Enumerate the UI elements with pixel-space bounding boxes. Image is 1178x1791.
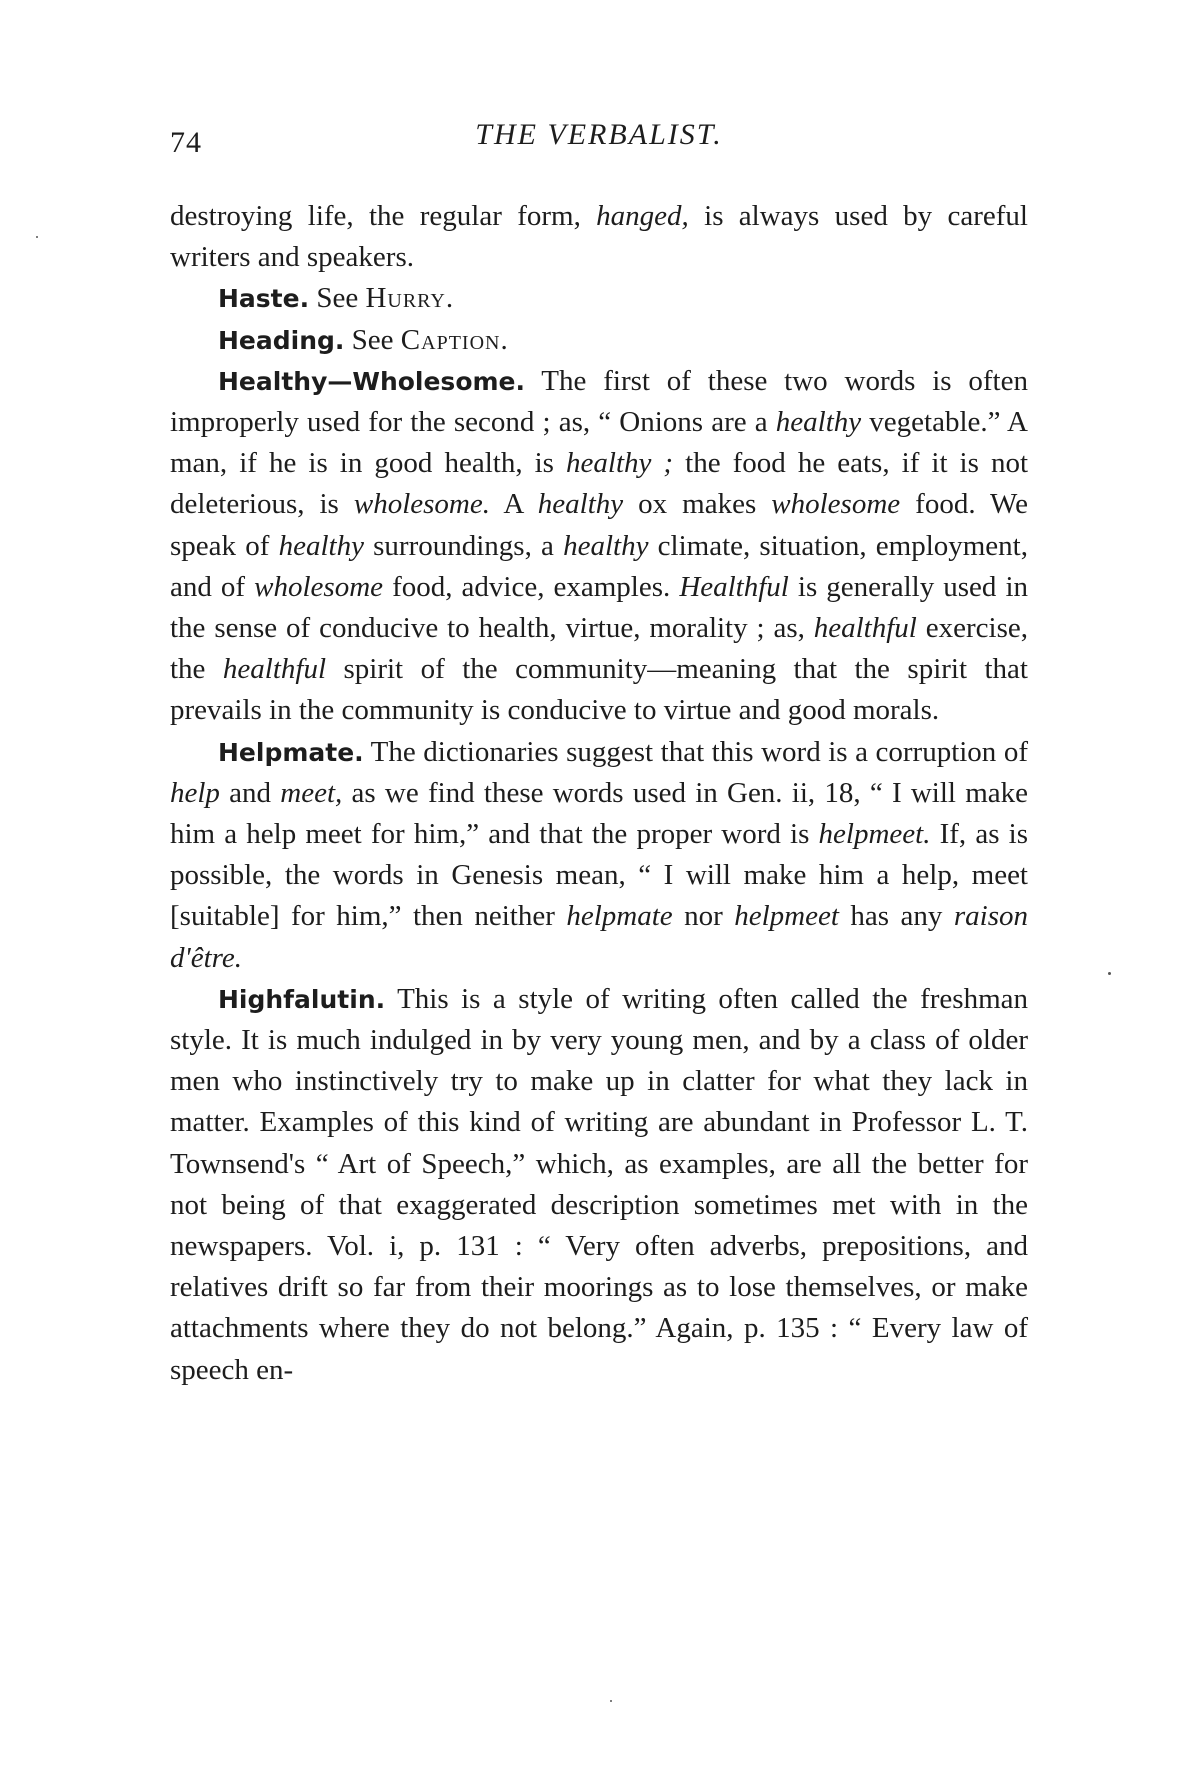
italic-term: hanged,: [596, 200, 689, 232]
continuation-paragraph: destroying life, the regular form, hanged, is always used by careful writers and speakers.: [170, 200, 1028, 274]
entry-heading: Heading. See Caption.: [218, 323, 508, 356]
headword-helpmate: Helpmate.: [218, 737, 364, 767]
italic-term: helpmeet: [734, 900, 839, 933]
italic-term: wholesome.: [353, 488, 490, 521]
italic-term: helpmate: [566, 900, 673, 933]
italic-term: healthy: [563, 529, 649, 562]
entry-healthy-wholesome: Healthy—Wholesome. The first of these two words is often improperly used for the second ; as, “ Onions are a healthy vegetable.” A man, if he is in good health, is healthy ; the food he eats, if it is not deleterious, is wholesome. A healthy ox makes wholesome food. We speak of healthy surroundings, a healthy climate, situation, employment, and of wholesome food, advice, examples. Healthful is generally used in the sense of conducive to health, virtue, morality ; as, healthful exercise, the healthful spirit of the community—meaning that the spirit that prevails in the community is conducive to virtue and good morals.: [170, 364, 1029, 727]
italic-term: helpmeet.: [818, 818, 931, 851]
headword-haste: Haste.: [218, 284, 310, 314]
page-number: 74: [170, 126, 202, 159]
paper-speck: [610, 1700, 612, 1702]
italic-term: healthful: [222, 653, 327, 686]
entry-haste: Haste. See Hurry.: [218, 282, 454, 315]
italic-term: healthy: [278, 529, 364, 562]
cross-reference: Hurry: [365, 282, 446, 315]
italic-term: Healthful: [679, 570, 789, 603]
paper-speck: [1108, 972, 1111, 975]
paper-speck: [36, 236, 38, 238]
headword-highfalutin: Highfalutin.: [218, 984, 386, 1014]
cross-reference: Caption: [400, 323, 501, 356]
italic-term: raison d'être.: [170, 900, 1028, 974]
italic-term: healthful: [813, 612, 917, 645]
italic-term: wholesome: [254, 570, 384, 603]
headword-heading: Heading.: [218, 325, 345, 355]
italic-term: meet,: [280, 776, 343, 809]
italic-term: wholesome: [771, 488, 901, 521]
running-title: THE VERBALIST.: [475, 118, 723, 151]
entry-highfalutin: Highfalutin. This is a style of writing often called the freshman style. It is much indulged in by very young men, and by a class of older men who instinctively try to make up in clatter for what they lack in matter. Examples of this kind of writing are abundant in Professor L. T. Townsend's “ Art of Speech,” which, as examples, are all the better for not being of that exaggerated description sometimes met with in the newspapers. Vol. i, p. 131 : “ Very often adverbs, prepositions, and relatives drift so far from their moorings as to lose themselves, or make attachments where they do not belong.” Again, p. 135 : “ Every law of speech en-: [170, 982, 1028, 1386]
italic-term: help: [170, 776, 220, 809]
italic-term: healthy ;: [566, 447, 674, 480]
italic-term: healthy: [775, 406, 862, 439]
italic-term: healthy: [537, 488, 624, 521]
page-header: [170, 118, 1028, 162]
entry-helpmate: Helpmate. The dictionaries suggest that this word is a corruption of help and meet, as we find these words used in Gen. ii, 18, “ I will make him a help meet for him,” and that the proper word is helpmeet. If, as is possible, the words in Genesis mean, “ I will make him a help, meet [suitable] for him,” then neither helpmate nor helpmeet has any raison d'être.: [170, 735, 1029, 974]
headword-healthy-wholesome: Healthy—Wholesome.: [218, 366, 525, 396]
page-body: [170, 196, 1028, 1391]
